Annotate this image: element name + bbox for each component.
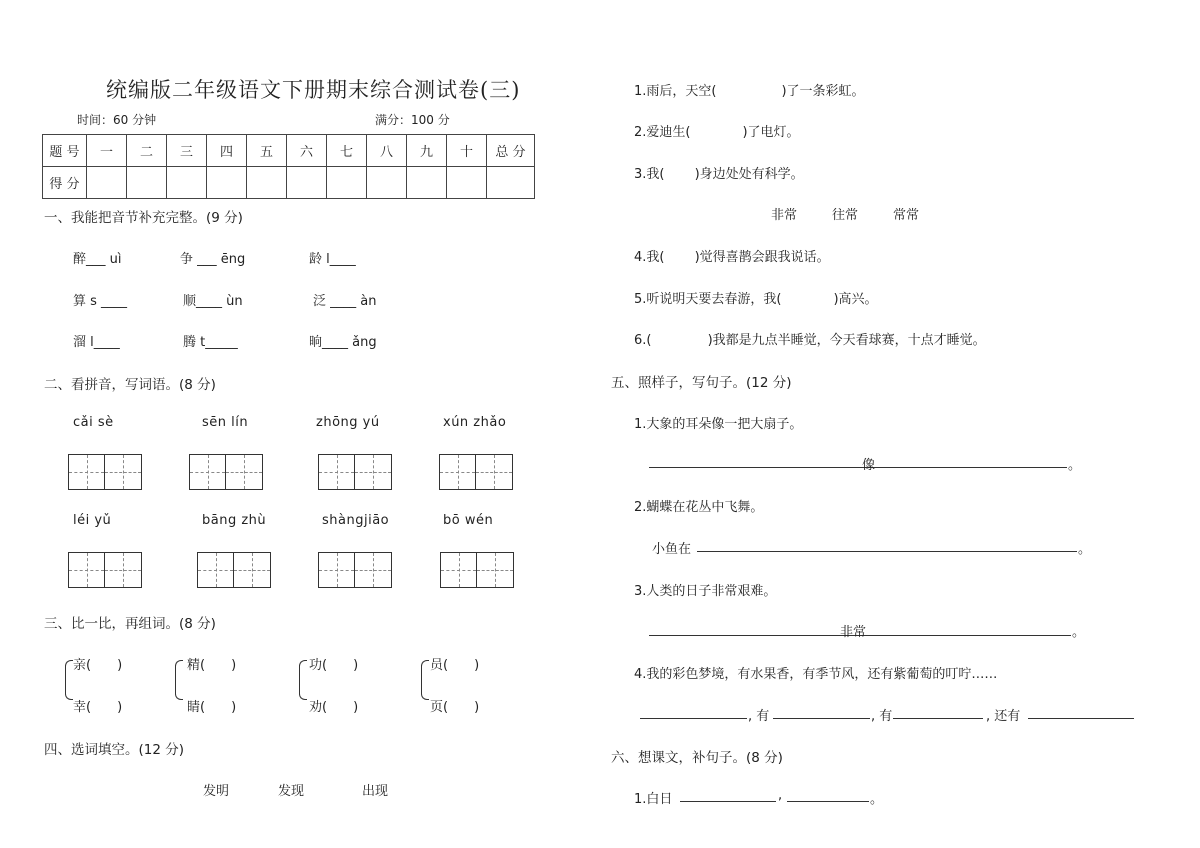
- pinyin-fill-item[interactable]: 晌____ ǎng: [309, 335, 377, 350]
- compare-word-item[interactable]: 幸( ): [73, 700, 123, 715]
- brace-icon: [421, 660, 429, 700]
- compare-word-item[interactable]: 睛( ): [187, 700, 237, 715]
- table-cell: 二: [127, 135, 167, 167]
- score-input-cell[interactable]: [367, 167, 407, 199]
- score-input-cell[interactable]: [287, 167, 327, 199]
- compare-word-item[interactable]: 员( ): [430, 658, 480, 673]
- pinyin-label: shàngjiāo: [322, 513, 390, 528]
- table-cell: 五: [247, 135, 287, 167]
- full-score-label: 满分：100 分: [375, 113, 450, 127]
- answer-keyword: 像: [862, 458, 876, 473]
- word-choice: 发明: [203, 784, 230, 799]
- fill-question[interactable]: 2.爱迪生( )了电灯。: [634, 125, 800, 140]
- score-input-cell[interactable]: [207, 167, 247, 199]
- table-cell: 九: [407, 135, 447, 167]
- section-5-heading: 五、照样子，写句子。(12 分): [611, 375, 792, 391]
- word-choice: 往常: [832, 208, 859, 223]
- writing-grid[interactable]: [68, 552, 142, 588]
- pinyin-label: léi yǔ: [73, 513, 112, 528]
- period: 。: [1078, 542, 1092, 557]
- score-table-score-row: [43, 167, 535, 199]
- brace-icon: [175, 660, 183, 700]
- compare-word-item[interactable]: 亲( ): [73, 658, 123, 673]
- pinyin-fill-item[interactable]: 泛 ____ àn: [313, 294, 377, 309]
- compare-word-item[interactable]: 页( ): [430, 700, 480, 715]
- word-choice: 发现: [278, 784, 305, 799]
- score-input-cell[interactable]: [167, 167, 207, 199]
- table-cell: 八: [367, 135, 407, 167]
- score-input-cell[interactable]: [127, 167, 167, 199]
- writing-grid[interactable]: [440, 552, 514, 588]
- brace-icon: [299, 660, 307, 700]
- answer-separator: ,: [778, 788, 783, 803]
- pinyin-label: xún zhǎo: [443, 415, 507, 430]
- pinyin-fill-item[interactable]: 溜 l____: [73, 335, 120, 350]
- pinyin-fill-item[interactable]: 腾 t_____: [183, 335, 238, 350]
- fill-question[interactable]: 1.雨后，天空( )了一条彩虹。: [634, 84, 865, 99]
- score-table-header-row: [43, 135, 535, 167]
- score-input-cell[interactable]: [327, 167, 367, 199]
- table-cell: 四: [207, 135, 247, 167]
- answer-line[interactable]: [773, 718, 870, 719]
- pinyin-label: cǎi sè: [73, 415, 114, 430]
- time-label: 时间：60 分钟: [77, 113, 157, 127]
- answer-line[interactable]: [649, 467, 1067, 468]
- table-cell: 一: [87, 135, 127, 167]
- score-table: [42, 134, 535, 199]
- answer-line[interactable]: [680, 801, 776, 802]
- period: 。: [870, 792, 884, 807]
- pinyin-fill-item[interactable]: 顺____ ùn: [183, 294, 243, 309]
- score-input-cell[interactable]: [487, 167, 535, 199]
- answer-line[interactable]: [893, 718, 983, 719]
- section-2-heading: 二、看拼音，写词语。(8 分): [44, 377, 216, 393]
- pinyin-label: zhōng yú: [316, 415, 380, 430]
- writing-grid[interactable]: [318, 454, 392, 490]
- answer-separator: , 有: [748, 709, 770, 724]
- answer-keyword: 非常: [840, 625, 867, 640]
- table-cell: 十: [447, 135, 487, 167]
- pinyin-label: sēn lín: [202, 415, 249, 430]
- pinyin-label: bāng zhù: [202, 513, 267, 528]
- writing-grid[interactable]: [439, 454, 513, 490]
- period: 。: [1072, 625, 1086, 640]
- score-input-cell[interactable]: [407, 167, 447, 199]
- section-1-heading: 一、我能把音节补充完整。(9 分): [44, 210, 243, 226]
- pinyin-label: bō wén: [443, 513, 494, 528]
- table-cell: 六: [287, 135, 327, 167]
- writing-grid[interactable]: [318, 552, 392, 588]
- score-input-cell[interactable]: [247, 167, 287, 199]
- answer-line[interactable]: [640, 718, 747, 719]
- pinyin-fill-item[interactable]: 算 s ____: [73, 294, 128, 309]
- poem-prefix: 1.白日: [634, 792, 673, 807]
- compare-word-item[interactable]: 功( ): [309, 658, 359, 673]
- section-4-heading: 四、选词填空。(12 分): [44, 742, 185, 758]
- section-6-heading: 六、想课文，补句子。(8 分): [611, 750, 783, 766]
- fill-question[interactable]: 6.( )我都是九点半睡觉，今天看球赛，十点才睡觉。: [634, 333, 986, 348]
- brace-icon: [65, 660, 73, 700]
- table-cell: 得 分: [43, 167, 87, 199]
- example-sentence: 1.大象的耳朵像一把大扇子。: [634, 417, 803, 432]
- answer-line[interactable]: [787, 801, 869, 802]
- example-sentence: 4.我的彩色梦境，有水果香，有季节风，还有紫葡萄的叮咛……: [634, 667, 998, 682]
- table-cell: 总 分: [487, 135, 535, 167]
- answer-separator: , 有: [871, 709, 893, 724]
- period: 。: [1068, 458, 1082, 473]
- pinyin-fill-item[interactable]: 争 ___ ēng: [180, 252, 246, 267]
- word-choice: 非常: [771, 208, 798, 223]
- word-choice: 常常: [893, 208, 920, 223]
- table-cell: 题 号: [43, 135, 87, 167]
- fill-question[interactable]: 5.听说明天要去春游，我( )高兴。: [634, 292, 878, 307]
- compare-word-item[interactable]: 精( ): [187, 658, 237, 673]
- fill-question[interactable]: 3.我( )身边处处有科学。: [634, 167, 804, 182]
- pinyin-fill-item[interactable]: 醉___ uì: [73, 252, 122, 267]
- table-cell: 七: [327, 135, 367, 167]
- example-sentence: 3.人类的日子非常艰难。: [634, 584, 777, 599]
- example-sentence: 2.蝴蝶在花丛中飞舞。: [634, 500, 764, 515]
- page-title: 统编版二年级语文下册期末综合测试卷(三): [106, 78, 521, 102]
- answer-separator: , 还有: [986, 709, 1021, 724]
- score-input-cell[interactable]: [447, 167, 487, 199]
- answer-prefix: 小鱼在: [652, 542, 692, 557]
- writing-grid[interactable]: [68, 454, 142, 490]
- writing-grid[interactable]: [189, 454, 263, 490]
- word-choice: 出现: [362, 784, 389, 799]
- fill-question[interactable]: 4.我( )觉得喜鹊会跟我说话。: [634, 250, 830, 265]
- writing-grid[interactable]: [197, 552, 271, 588]
- table-cell: 三: [167, 135, 207, 167]
- answer-line[interactable]: [697, 551, 1077, 552]
- section-3-heading: 三、比一比，再组词。(8 分): [44, 616, 216, 632]
- score-input-cell[interactable]: [87, 167, 127, 199]
- answer-line[interactable]: [1028, 718, 1134, 719]
- pinyin-fill-item[interactable]: 龄 l____: [309, 252, 356, 267]
- compare-word-item[interactable]: 劝( ): [309, 700, 359, 715]
